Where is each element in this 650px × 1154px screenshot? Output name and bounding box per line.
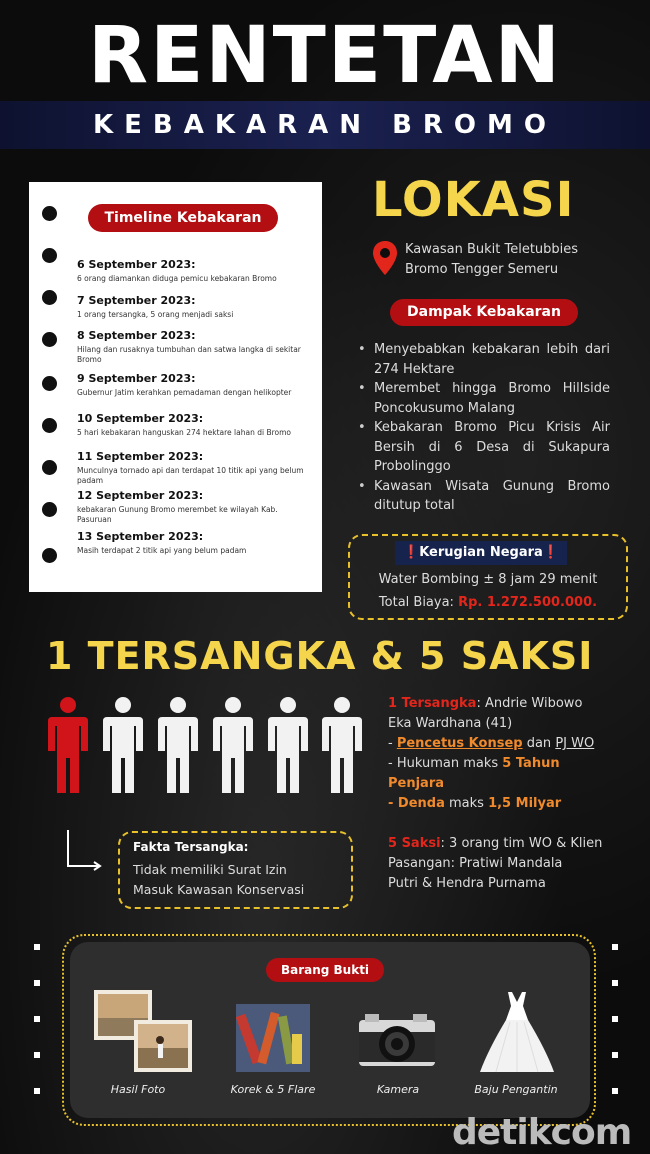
saksi-text: Pasangan: Pratiwi Mandala	[388, 856, 563, 871]
camera-icon	[357, 1010, 437, 1068]
denda-label: Denda	[397, 796, 445, 811]
binder-hole	[42, 376, 57, 391]
timeline-entry	[77, 258, 312, 284]
brand-logo: detikcom	[452, 1112, 632, 1153]
timeline-entry	[77, 450, 312, 486]
decor-dot	[34, 1052, 40, 1058]
saksi-text: Putri & Hendra Purnama	[388, 876, 546, 891]
page-title: RENTETAN	[88, 11, 562, 101]
denda-mid: maks	[444, 796, 489, 811]
loss-duration: Water Bombing ± 8 jam 29 menit	[378, 572, 598, 587]
timeline-date: 7 September 2023:	[77, 294, 196, 307]
page-subtitle: KEBAKARAN BROMO	[93, 110, 557, 140]
witness-person-icon	[101, 696, 145, 796]
evidence-heading: Barang Bukti	[266, 958, 384, 982]
timeline-text: kebakaran Gunung Bromo merembet ke wilayah Kab. Pasuruan	[77, 505, 278, 524]
impact-item: • Menyebabkan kebakaran lebih dari 274 Hektare	[358, 340, 610, 379]
timeline-text: 1 orang tersangka, 5 orang menjadi saksi	[77, 310, 234, 319]
corner-arrow-icon	[64, 828, 108, 872]
denda-value: 1,5 Milyar	[488, 796, 562, 811]
dash: -	[388, 756, 397, 771]
impact-item: • Kebakaran Bromo Picu Krisis Air Bersih di 6 Desa di Sukapura Probolinggo	[358, 418, 610, 477]
photo-prints-icon	[92, 988, 196, 1076]
decor-dot	[612, 1088, 618, 1094]
timeline-date: 9 September 2023:	[77, 372, 196, 385]
timeline-date: 6 September 2023:	[77, 258, 196, 271]
tersangka-label: 1 Tersangka	[388, 696, 477, 711]
decor-dot	[34, 980, 40, 986]
decor-dot	[612, 1052, 618, 1058]
tersangka-name: Eka Wardhana (41)	[388, 716, 513, 731]
timeline-heading: Timeline Kebakaran	[88, 204, 278, 232]
binder-hole	[42, 332, 57, 347]
witness-person-icon	[156, 696, 200, 796]
hukuman-value: Penjara	[388, 776, 445, 791]
binder-hole	[42, 548, 57, 563]
hukuman-label: Hukuman maks	[396, 756, 503, 771]
timeline-text: Munculnya tornado api dan terdapat 10 titik api yang belum padam	[77, 466, 304, 485]
witness-person-icon	[266, 696, 310, 796]
decor-dot	[34, 944, 40, 950]
tersangka-name: : Andrie Wibowo	[476, 696, 583, 711]
timeline-text: Hilang dan rusaknya tumbuhan dan satwa langka di sekitar Bromo	[77, 345, 301, 364]
location-line: Bromo Tengger Semeru	[405, 262, 559, 277]
suspect-person-icon	[46, 696, 90, 796]
timeline-text: Masih terdapat 2 titik api yang belum padam	[77, 546, 247, 555]
fact-line: Masuk Kawasan Konservasi	[133, 882, 305, 897]
impact-heading: Dampak Kebakaran	[390, 299, 578, 326]
timeline-date: 8 September 2023:	[77, 329, 196, 342]
fact-text	[133, 860, 304, 900]
timeline-entry	[77, 530, 312, 556]
timeline-date: 11 September 2023:	[77, 450, 204, 463]
binder-hole	[42, 460, 57, 475]
exclamation-icon: ❗	[542, 545, 559, 560]
timeline-date: 12 September 2023:	[77, 489, 204, 502]
binder-hole	[42, 502, 57, 517]
witness-person-icon	[211, 696, 255, 796]
timeline-entry	[77, 412, 312, 438]
decor-dot	[612, 944, 618, 950]
decor-dot	[34, 1016, 40, 1022]
conjunction: dan	[522, 736, 556, 751]
loss-cost-label: Total Biaya:	[378, 595, 454, 610]
timeline-date: 10 September 2023:	[77, 412, 204, 425]
evidence-label: Kamera	[376, 1083, 420, 1096]
location-line: Kawasan Bukit Teletubbies	[405, 242, 579, 257]
timeline-entry	[77, 329, 312, 365]
pencetus-konsep: Pencetus Konsep	[396, 736, 523, 751]
dash: -	[388, 736, 397, 751]
decor-dot	[612, 1016, 618, 1022]
evidence-label: Korek & 5 Flare	[230, 1083, 316, 1096]
saksi-text: : 3 orang tim WO & Klien	[440, 836, 603, 851]
timeline-entry	[77, 294, 312, 320]
timeline-text: Gubernur Jatim kerahkan pemadaman dengan helikopter	[77, 388, 292, 397]
flare-lighter-icon	[236, 1004, 310, 1072]
location-text	[405, 240, 578, 280]
timeline-text: 6 orang diamankan diduga pemicu kebakaran Bromo	[77, 274, 277, 283]
evidence-label: Baju Pengantin	[474, 1083, 558, 1096]
binder-hole	[42, 418, 57, 433]
binder-hole	[42, 248, 57, 263]
map-pin-icon	[372, 240, 398, 278]
loss-heading	[395, 545, 567, 560]
impact-item: • Merembet hingga Bromo Hillside Poncokusumo Malang	[358, 379, 610, 418]
suspect-details	[388, 694, 623, 814]
hukuman-value: 5 Tahun	[502, 756, 560, 771]
timeline-text: 5 hari kebakaran hanguskan 274 hektare lahan di Bromo	[77, 428, 292, 437]
pj-wo: PJ WO	[555, 736, 595, 751]
timeline-entry	[77, 489, 312, 525]
impact-list	[358, 340, 610, 516]
timeline-date: 13 September 2023:	[77, 530, 204, 543]
binder-hole	[42, 290, 57, 305]
evidence-label: Hasil Foto	[110, 1083, 166, 1096]
exclamation-icon: ❗	[403, 545, 420, 560]
saksi-label: 5 Saksi	[388, 836, 441, 851]
dash: -	[388, 796, 398, 811]
binder-hole	[42, 206, 57, 221]
wedding-dress-icon	[478, 990, 556, 1074]
loss-cost	[348, 595, 628, 610]
witness-details	[388, 834, 628, 894]
location-heading: LOKASI	[372, 172, 575, 228]
impact-item: • Kawasan Wisata Gunung Bromo ditutup total	[358, 477, 610, 516]
loss-heading-text: Kerugian Negara	[419, 545, 543, 560]
witness-person-icon	[320, 696, 364, 796]
timeline-entry	[77, 372, 312, 398]
decor-dot	[34, 1088, 40, 1094]
fact-heading: Fakta Tersangka:	[133, 840, 249, 854]
fact-line: Tidak memiliki Surat Izin	[133, 862, 287, 877]
suspects-heading: 1 TERSANGKA & 5 SAKSI	[46, 634, 594, 678]
loss-cost-value: Rp. 1.272.500.000.	[458, 595, 598, 610]
timeline-panel	[29, 182, 322, 592]
decor-dot	[612, 980, 618, 986]
